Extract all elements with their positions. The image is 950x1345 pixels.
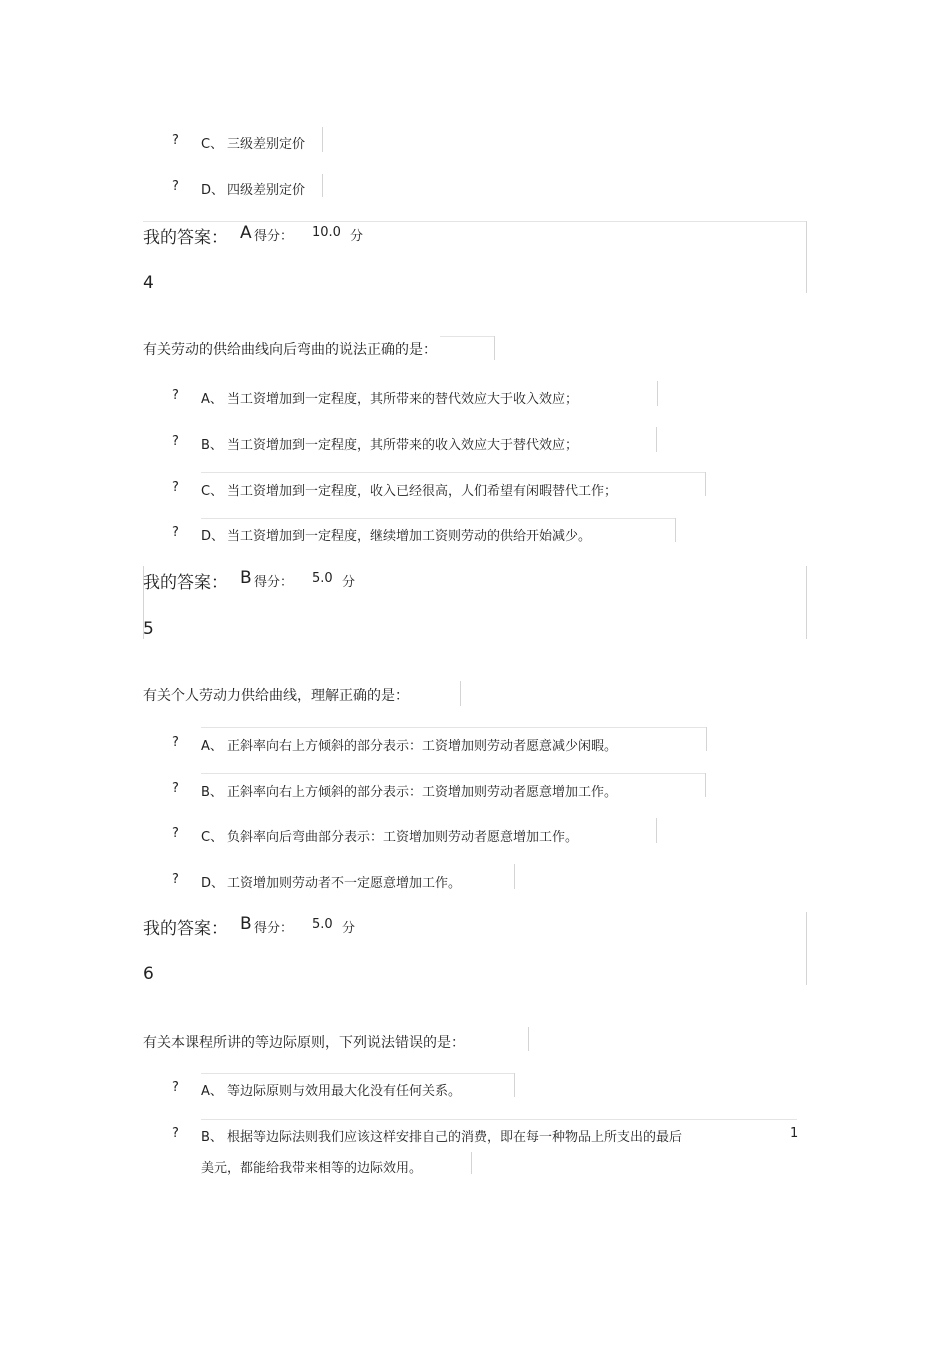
score-value: 5.0 bbox=[312, 571, 333, 586]
divider bbox=[657, 381, 658, 406]
score-unit: 分 bbox=[350, 229, 364, 244]
my-answer-value: B bbox=[240, 568, 252, 588]
option-letter: A、 bbox=[201, 739, 223, 754]
bullet: ? bbox=[172, 781, 179, 796]
divider bbox=[705, 773, 706, 797]
option-text: 三级差别定价 bbox=[227, 137, 306, 152]
option-text: 根据等边际法则我们应该这样安排自己的消费，即在每一种物品上所支出的最后 bbox=[227, 1130, 683, 1145]
score-label: 得分： bbox=[254, 575, 294, 590]
divider bbox=[806, 566, 807, 639]
bullet: ? bbox=[172, 872, 179, 887]
option-letter: C、 bbox=[201, 830, 224, 845]
divider bbox=[528, 1027, 529, 1051]
option-text: 等边际原则与效用最大化没有任何关系。 bbox=[227, 1084, 462, 1099]
divider bbox=[322, 174, 323, 197]
divider bbox=[705, 472, 706, 496]
divider bbox=[806, 912, 807, 985]
score-value: 5.0 bbox=[312, 917, 333, 932]
divider bbox=[514, 1073, 515, 1097]
option-letter: B、 bbox=[201, 1130, 223, 1145]
bullet: ? bbox=[172, 480, 179, 495]
option-letter: C、 bbox=[201, 484, 224, 499]
option-letter: B、 bbox=[201, 438, 223, 453]
question-text: 有关劳动的供给曲线向后弯曲的说法正确的是： bbox=[143, 342, 437, 358]
my-answer-label: 我的答案： bbox=[143, 228, 228, 248]
divider bbox=[201, 472, 706, 473]
divider bbox=[806, 221, 807, 293]
option-letter: D、 bbox=[201, 529, 225, 544]
option-text: 负斜率向后弯曲部分表示：工资增加则劳动者愿意增加工作。 bbox=[227, 830, 579, 845]
option-text: 四级差别定价 bbox=[227, 183, 306, 198]
option-text: 当工资增加到一定程度，其所带来的替代效应大于收入效应； bbox=[227, 392, 579, 407]
option-text-tail: 1 bbox=[790, 1126, 799, 1141]
divider bbox=[460, 681, 461, 706]
divider bbox=[201, 773, 706, 774]
divider bbox=[322, 127, 323, 152]
question-text: 有关个人劳动力供给曲线，理解正确的是： bbox=[143, 688, 409, 704]
my-answer-label: 我的答案： bbox=[143, 573, 228, 593]
bullet: ? bbox=[172, 525, 179, 540]
option-letter: D、 bbox=[201, 876, 225, 891]
option-letter: B、 bbox=[201, 785, 223, 800]
score-value: 10.0 bbox=[312, 225, 341, 240]
bullet: ? bbox=[172, 133, 179, 148]
option-text: 正斜率向右上方倾斜的部分表示：工资增加则劳动者愿意减少闲暇。 bbox=[227, 739, 618, 754]
score-label: 得分： bbox=[254, 921, 294, 936]
bullet: ? bbox=[172, 179, 179, 194]
bullet: ? bbox=[172, 434, 179, 449]
option-letter: D、 bbox=[201, 183, 225, 198]
question-number: 5 bbox=[143, 619, 154, 639]
option-text: 当工资增加到一定程度，继续增加工资则劳动的供给开始减少。 bbox=[227, 529, 592, 544]
option-letter: A、 bbox=[201, 1084, 223, 1099]
divider bbox=[514, 864, 515, 889]
divider bbox=[201, 518, 676, 519]
option-text: 工资增加则劳动者不一定愿意增加工作。 bbox=[227, 876, 462, 891]
question-number: 4 bbox=[143, 273, 154, 293]
divider bbox=[201, 1119, 797, 1120]
question-number: 6 bbox=[143, 964, 154, 984]
score-unit: 分 bbox=[342, 575, 356, 590]
score-unit: 分 bbox=[342, 921, 356, 936]
my-answer-value: A bbox=[240, 223, 252, 243]
my-answer-value: B bbox=[240, 914, 252, 934]
option-text-continued: 美元，都能给我带来相等的边际效用。 bbox=[201, 1161, 423, 1176]
divider bbox=[440, 336, 495, 337]
divider bbox=[494, 336, 495, 360]
bullet: ? bbox=[172, 1080, 179, 1095]
score-label: 得分： bbox=[254, 229, 294, 244]
divider bbox=[675, 518, 676, 542]
divider bbox=[656, 427, 657, 452]
bullet: ? bbox=[172, 1126, 179, 1141]
bullet: ? bbox=[172, 826, 179, 841]
option-letter: C、 bbox=[201, 137, 224, 152]
option-text: 当工资增加到一定程度，收入已经很高，人们希望有闲暇替代工作； bbox=[227, 484, 618, 499]
divider bbox=[143, 221, 807, 222]
bullet: ? bbox=[172, 735, 179, 750]
option-letter: A、 bbox=[201, 392, 223, 407]
divider bbox=[706, 727, 707, 751]
option-text: 正斜率向右上方倾斜的部分表示：工资增加则劳动者愿意增加工作。 bbox=[227, 785, 618, 800]
divider bbox=[201, 1073, 515, 1074]
divider bbox=[656, 818, 657, 843]
option-text: 当工资增加到一定程度，其所带来的收入效应大于替代效应； bbox=[227, 438, 579, 453]
question-text: 有关本课程所讲的等边际原则，下列说法错误的是： bbox=[143, 1035, 465, 1051]
my-answer-label: 我的答案： bbox=[143, 919, 228, 939]
divider bbox=[471, 1152, 472, 1174]
bullet: ? bbox=[172, 388, 179, 403]
divider bbox=[201, 727, 707, 728]
